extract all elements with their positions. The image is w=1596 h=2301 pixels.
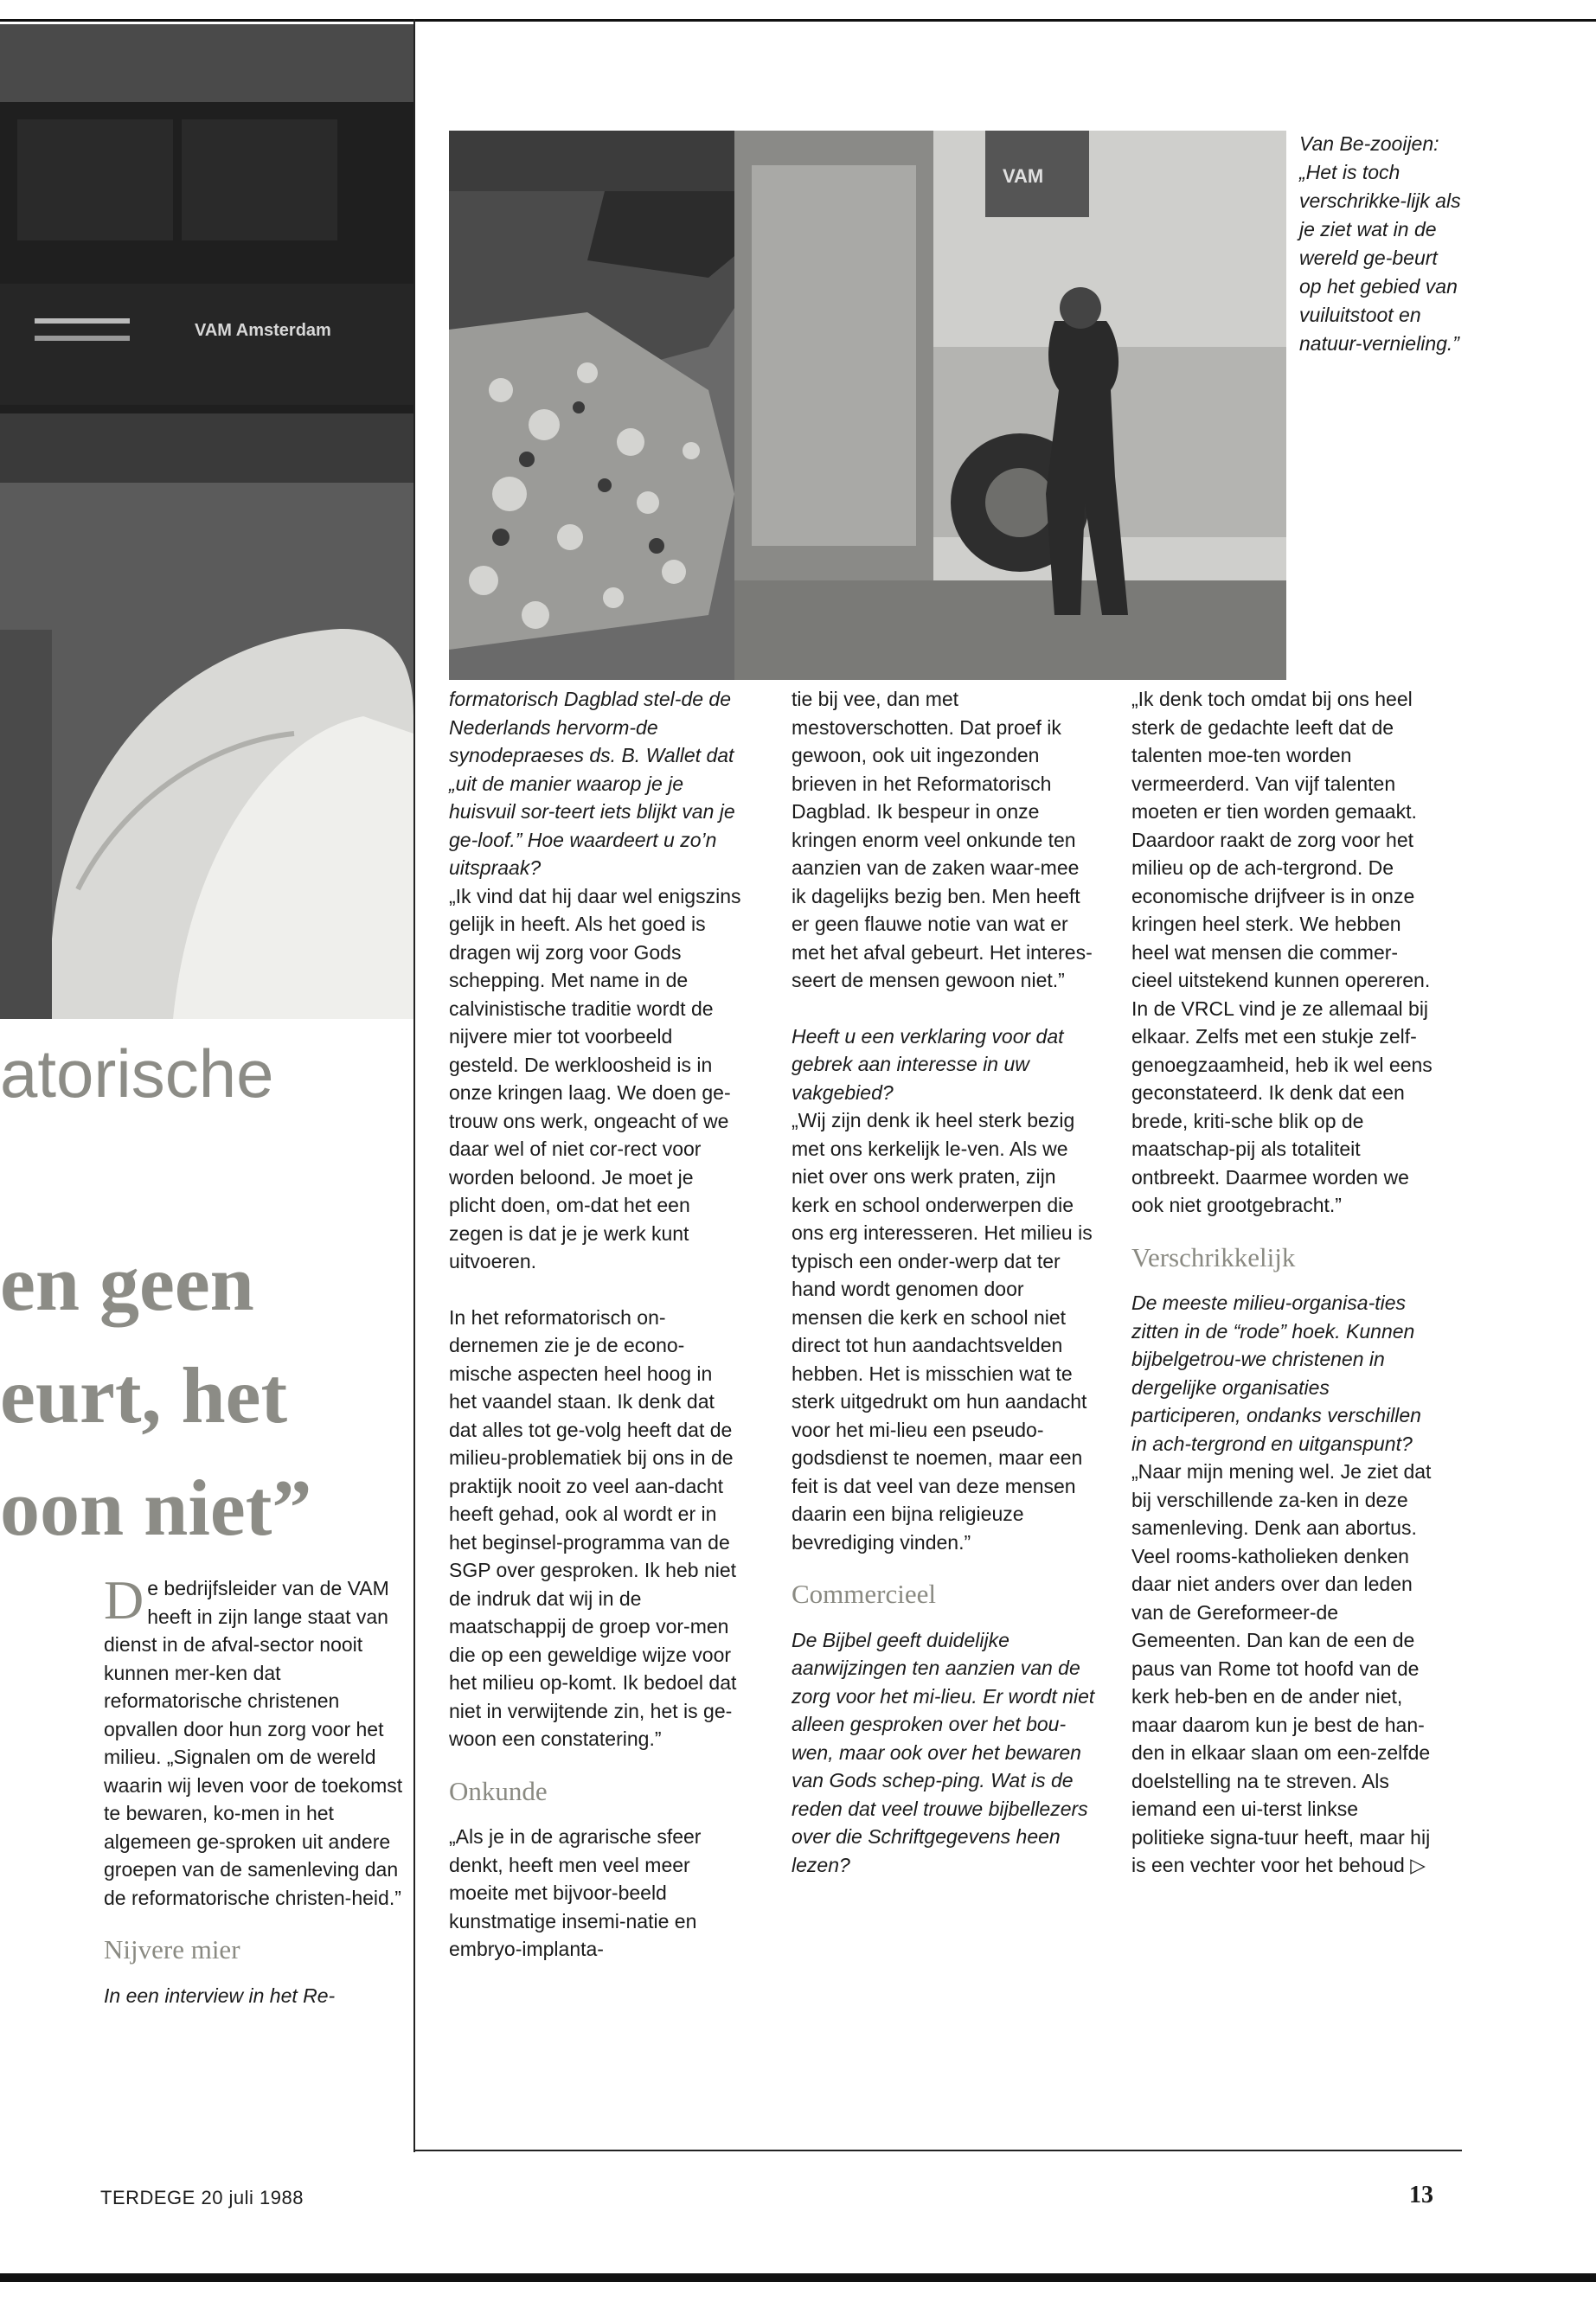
answer-4: tie bij vee, dan met mestoverschotten. Dat proef ik gewoon, ook uit ingezonden brieven in het Reformatorisch Dagblad. Ik bespeur in onze kringen enorm veel onkunde ten aanzien van de zaken waar-mee ik dagelijks bezig ben. Men heeft er geen flauwe notie van wat er met het afval gebeurt. Het interes-seert de mensen gewoon niet.”: [792, 688, 1093, 991]
main-photo-sign: VAM: [1003, 165, 1044, 187]
column-rule: [413, 19, 415, 2152]
question-4: De meeste milieu-organisa-ties zitten in de “rode” hoek. Kunnen bijbelgetrou-we christenen in dergelijke organisaties participeren, ondanks verschillen in ach-tergrond en uitganspunt?: [1131, 1292, 1421, 1455]
headline-line-1: atorische: [0, 1035, 274, 1112]
answer-1: „Ik vind dat hij daar wel enigszins gelijk in heeft. Als het goed is dragen wij zorg voor Gods schepping. Met name in de calvinistische traditie wordt de nijvere mier tot voorbeeld gesteld. De werkloosheid is in onze kringen laag. We doen ge-trouw ons werk, ongeacht of we daar wel of niet cor-rect voor worden beloond. Je moet je plicht doen, om-dat het een zegen is dat je je werk kunt uitvoeren.: [449, 884, 741, 1272]
intro-paragraph: De bedrijfsleider van de VAM heeft in zijn lange staat van dienst in de afval-sector nooit kunnen mer-ken dat reformatorische christenen opvallen door hun zorg voor het milieu. „Signalen om de wereld waarin wij leven voor de toekomst te bewaren, ko-men in het algemeen ge-sproken uit andere groepen van de samenleving dan de reformatorische christen-heid.”: [104, 1569, 403, 1909]
page-number: 13: [1409, 2182, 1433, 2208]
bottom-rule: [413, 2150, 1462, 2151]
photo-caption: Van Be-zooijen: „Het is toch verschrikke-lijk als je ziet wat in de wereld ge-beurt op het gebied van vuiluitstoot en natuur-vernieling.”: [1299, 132, 1461, 355]
subheading-nijvere-mier: Nijvere mier: [104, 1934, 240, 1965]
headline-line-2: en geen: [0, 1239, 254, 1327]
question-2: Heeft u een verklaring voor dat gebrek aan interesse in uw vakgebied?: [792, 1024, 1064, 1104]
main-photo: [449, 131, 1286, 680]
question-3: De Bijbel geeft duidelijke aanwijzingen ten aanzien van de zorg voor het mi-lieu. Er wordt niet alleen gesproken over het bou-wen, maar ook over het bewaren van Gods schep-ping. Wat is de reden dat veel trouwe bijbellezers over die Schriftgegevens heen lezen?: [792, 1628, 1095, 1876]
question-start: In een interview in het Re-: [104, 1984, 336, 2007]
headline-line-4: oon niet”: [0, 1464, 312, 1552]
subheading-verschrikkelijk: Verschrikkelijk: [1131, 1241, 1296, 1272]
answer-6: „Ik denk toch omdat bij ons heel sterk de gedachte leeft dat de talenten moe-ten worden vermeerderd. Van vijf talenten moeten er tien worden gemaakt. Daardoor raakt de zorg voor het milieu op de ach-tergrond. De economische drijfveer is in onze kringen heel sterk. We hebben heel wat mensen die commer-cieel uitstekend kunnen opereren. In de VRCL vind je ze allemaal bij elkaar. Zelfs met een stukje zelf-genoegzaamheid, heb ik wel eens geconstateerd. Ik denk dat een brede, kriti-sche blik op de maatschap-pij als totaliteit ontbreekt. Daarmee worden we ook niet grootgebracht.”: [1131, 688, 1433, 1216]
article-column-3: [792, 685, 1096, 1879]
headline-line-3: eurt, het: [0, 1351, 288, 1439]
drop-cap: D: [104, 1569, 144, 1631]
left-photo-sign: VAM Amsterdam: [195, 321, 331, 340]
question-1: formatorisch Dagblad stel-de de Nederlands hervorm-de synodepraeses ds. B. Wallet dat „uit de manier waarop je je huisvuil sor-teert iets blijkt van je ge-loof.” Hoe waardeert u zo’n uitspraak?: [449, 688, 735, 879]
subheading-onkunde: Onkunde: [449, 1775, 548, 1806]
footer-publication: TERDEGE 20 juli 1988: [100, 2187, 304, 2208]
intro-column: [104, 1569, 408, 2009]
answer-3: „Als je in de agrarische sfeer denkt, heeft men veel meer moeite met bijvoor-beeld kunstmatige insemi-natie en embryo-implanta-: [449, 1825, 702, 1960]
top-rule: [0, 19, 1596, 22]
left-photo: [0, 24, 413, 1019]
answer-5: „Wij zijn denk ik heel sterk bezig met ons kerkelijk le-ven. Als we niet over ons werk praten, zijn kerk en school onderwerpen die ons erg interesseren. Het milieu is typisch een onder-werp dat ter hand wordt genomen door mensen die kerk en school niet direct tot hun aandachtsvelden hebben. Het is misschien wat te sterk uitgedrukt om hun aandacht voor het mi-lieu een pseudo-godsdienst te noemen, maar een feit is dat veel van deze mensen daarin een bijna religieuze bevrediging vinden.”: [792, 1109, 1093, 1554]
article-column-4: [1131, 685, 1436, 1880]
page-bottom-band: [0, 2273, 1596, 2282]
answer-7: „Naar mijn mening wel. Je ziet dat bij verschillende za-ken in deze samenleving. Denk aan abortus. Veel rooms-katholieken denken daar niet anders over dan leden van de Gereformeer-de Gemeenten. Dan kan de een de paus van Rome tot hoofd van de kerk heb-ben en de ander niet, maar daarom kun je best de han-den in elkaar slaan om een-zelfde doelstelling na te streven. Als iemand een ui-terst linkse politieke signa-tuur heeft, maar hij is een vechter voor het behoud ▷: [1131, 1460, 1432, 1876]
article-column-2: [449, 685, 743, 1964]
subheading-commercieel: Commercieel: [792, 1579, 936, 1609]
answer-2: In het reformatorisch on-dernemen zie je de econo-mische aspecten heel hoog in het vaandel staan. Ik denk dat dat alles tot ge-volg heeft dat de milieu-problematiek bij ons in de praktijk nooit zo veel aan-dacht heeft gehad, ook al wordt er in het beginsel-programma van de SGP over gesproken. Ik heb niet de indruk dat wij in de maatschappij de groep vor-men die op een geweldige wijze voor het milieu op-komt. Ik bedoel dat niet in verwijtende zin, het is ge-woon een constatering.”: [449, 1305, 737, 1750]
